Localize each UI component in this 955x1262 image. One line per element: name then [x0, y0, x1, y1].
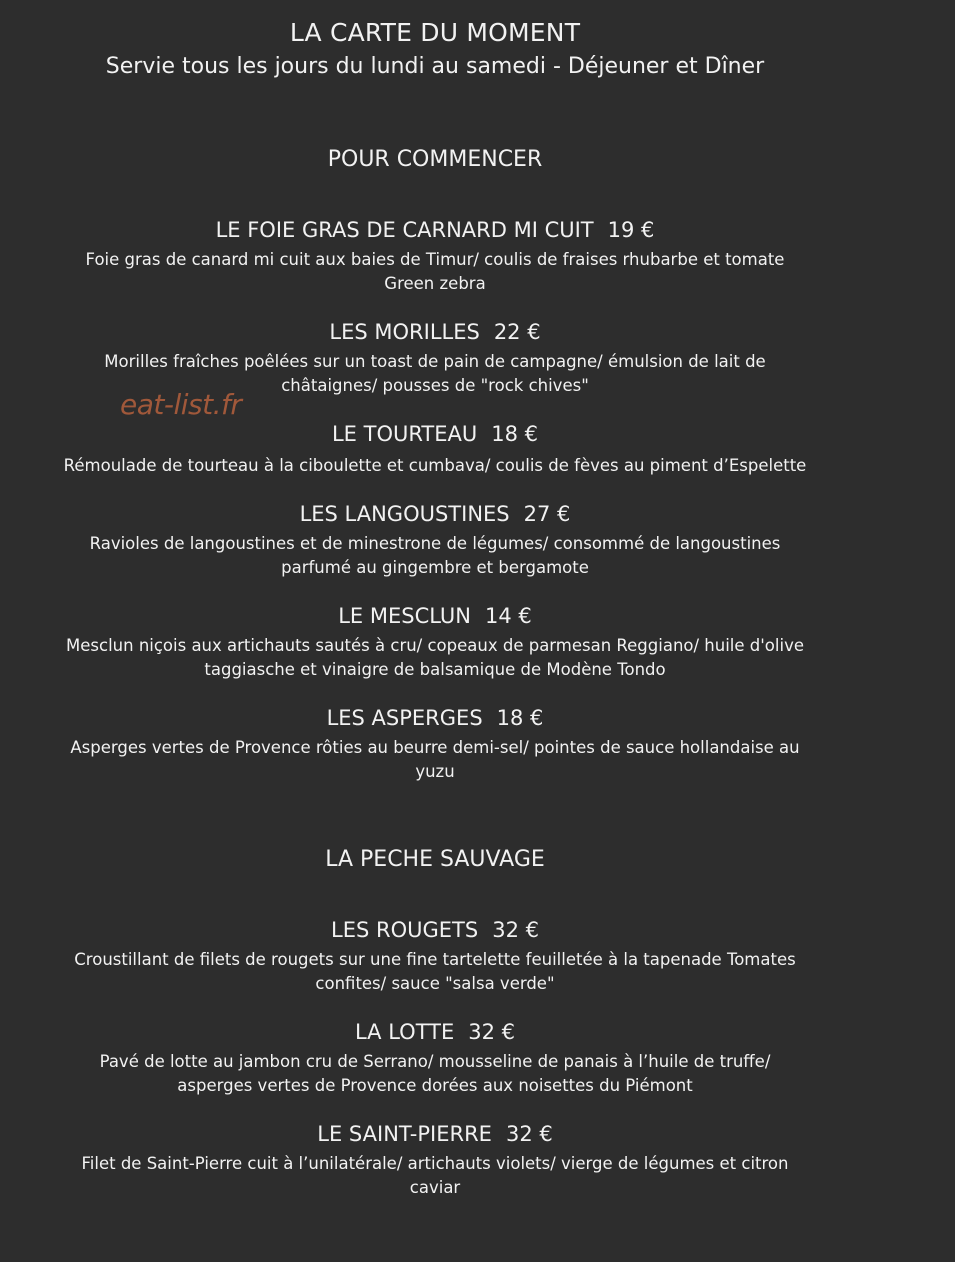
- dish-description: Morilles fraîches poêlées sur un toast de pain de campagne/ émulsion de lait de châtaignes/ pousses de "rock chives": [104, 352, 766, 395]
- dish-title: [0, 602, 870, 630]
- dish-name: LA LOTTE: [354, 1020, 455, 1044]
- dish-name: LE SAINT-PIERRE: [317, 1122, 492, 1146]
- dish-tourteau: [0, 420, 870, 478]
- dish-title: [0, 318, 870, 346]
- dish-price: 14 €: [485, 604, 532, 628]
- dish-asperges: [0, 704, 870, 784]
- dish-price: 32 €: [468, 1020, 516, 1044]
- dish-description: Filet de Saint-Pierre cuit à l’unilatérale/ artichauts violets/ vierge de légumes et citron caviar: [81, 1154, 789, 1197]
- dish-lotte: [0, 1018, 870, 1098]
- dish-title: [0, 916, 870, 944]
- dish-langoustines: [0, 500, 870, 580]
- dish-price: 18 €: [496, 706, 544, 730]
- dish-description: Foie gras de canard mi cuit aux baies de Timur/ coulis de fraises rhubarbe et tomate Green zebra: [85, 250, 785, 293]
- dish-description: Croustillant de filets de rougets sur une fine tartelette feuilletée à la tapenade Tomates confites/ sauce "salsa verde": [74, 950, 796, 993]
- dish-description: Pavé de lotte au jambon cru de Serrano/ mousseline de panais à l’huile de truffe/ asperges vertes de Provence dorées aux noisettes du Piémont: [99, 1052, 771, 1095]
- dish-morilles: [0, 318, 870, 398]
- dish-name: LE FOIE GRAS DE CARNARD MI CUIT: [215, 218, 594, 242]
- section-title-pour-commencer: POUR COMMENCER: [327, 147, 543, 172]
- dish-title: [0, 500, 870, 528]
- dish-description: Rémoulade de tourteau à la ciboulette et cumbava/ coulis de fèves au piment d’Espelette: [63, 456, 807, 475]
- dish-price: 18 €: [491, 422, 539, 446]
- dish-price: 27 €: [523, 502, 571, 526]
- dish-title: [0, 704, 870, 732]
- dish-title: [0, 216, 870, 244]
- menu-title: LA CARTE DU MOMENT: [289, 18, 581, 47]
- dish-name: LE MESCLUN: [338, 604, 471, 628]
- dish-description: Mesclun niçois aux artichauts sautés à cru/ copeaux de parmesan Reggiano/ huile d'olive taggiasche et vinaigre de balsamique de Modène Tondo: [66, 636, 804, 679]
- dish-price: 32 €: [505, 1122, 553, 1146]
- dish-foie-gras: [0, 216, 870, 296]
- dish-saint-pierre: [0, 1120, 870, 1200]
- dish-name: LE TOURTEAU: [331, 422, 478, 446]
- dish-description: Ravioles de langoustines et de minestrone de légumes/ consommé de langoustines parfumé au gingembre et bergamote: [89, 534, 781, 577]
- dish-price: 22 €: [493, 320, 541, 344]
- dish-title: [0, 1120, 870, 1148]
- dish-description: Asperges vertes de Provence rôties au beurre demi-sel/ pointes de sauce hollandaise au yuzu: [70, 738, 800, 781]
- dish-title: [0, 1018, 870, 1046]
- dish-name: LES ROUGETS: [331, 918, 479, 942]
- dish-name: LES ASPERGES: [326, 706, 483, 730]
- watermark-text: eat-list.fr: [120, 388, 242, 421]
- menu-subtitle: Servie tous les jours du lundi au samedi - Déjeuner et Dîner: [105, 54, 765, 79]
- dish-price: 19 €: [607, 218, 655, 242]
- dish-title: [0, 420, 870, 448]
- dish-mesclun: [0, 602, 870, 682]
- dish-name: LES MORILLES: [329, 320, 480, 344]
- section-title-la-peche-sauvage: LA PECHE SAUVAGE: [325, 847, 545, 872]
- dish-price: 32 €: [492, 918, 539, 942]
- dish-name: LES LANGOUSTINES: [299, 502, 510, 526]
- dish-rougets: [0, 916, 870, 996]
